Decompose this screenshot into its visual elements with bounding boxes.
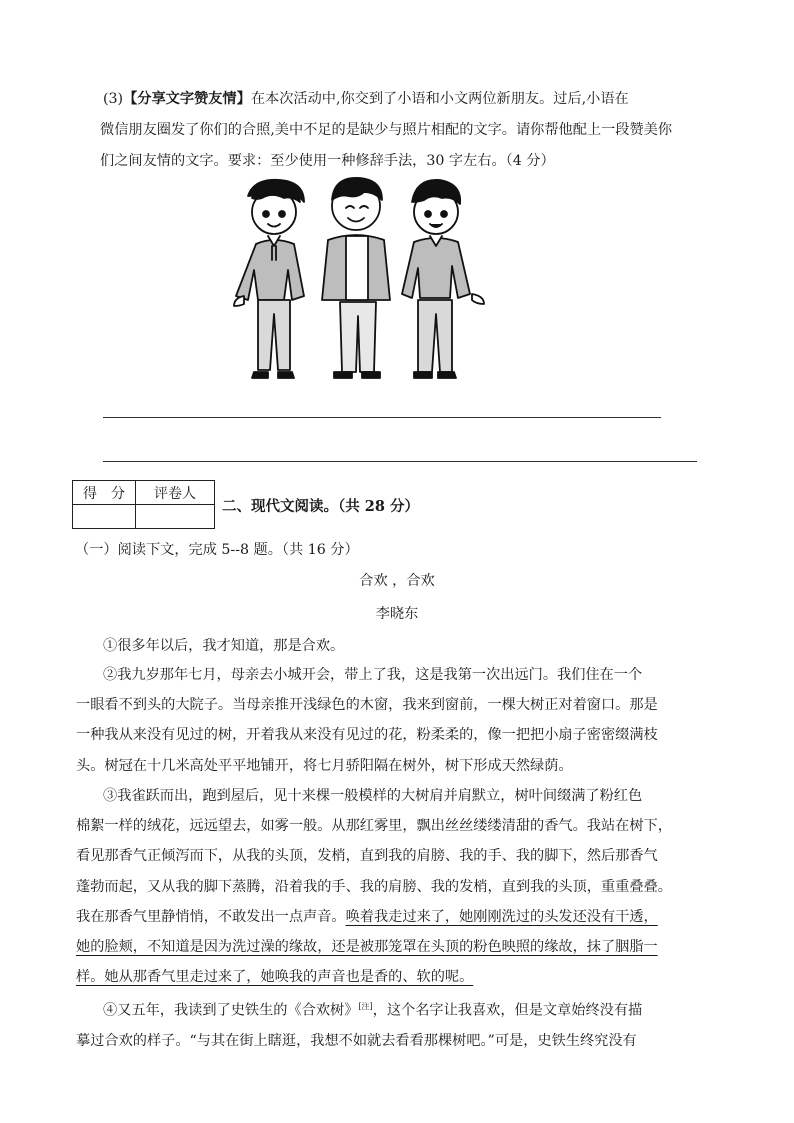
paragraph-3-line-5 <box>76 902 726 932</box>
paragraph-3 <box>76 781 726 992</box>
paragraph-4-line-1 <box>76 992 726 1026</box>
boy-middle-figure <box>322 178 390 378</box>
paragraph-4-text-a: ④又五年，我读到了史铁生的《合欢树》 <box>103 1002 359 1019</box>
paragraph-2 <box>76 660 726 781</box>
paragraph-3-line-6 <box>76 932 726 962</box>
paragraph-3-line-3: 看见那香气正倾泻而下，从我的头顶，发梢，直到我的肩膀、我的手、我的脚下，然后那香气 <box>76 848 658 865</box>
boy-left-figure <box>234 180 304 378</box>
paragraph-3-plain-text: 我在那香气里静悄悄，不敢发出一点声音。 <box>76 908 346 925</box>
section-subtitle: （一）阅读下文，完成 5--8 题。（共 16 分） <box>75 542 359 558</box>
paragraph-3-line-4: 蓬勃而起，又从我的脚下蒸腾，沿着我的手、我的肩膀、我的发梢，直到我的头顶，重重叠叠。 <box>76 878 672 895</box>
paragraph-4 <box>76 992 726 1056</box>
paragraph-2-line-2: 一眼看不到头的大院子。当母亲推开浅绿色的木窗，我来到窗前，一棵大树正对着窗口。那是 <box>76 697 658 714</box>
question-3-text-1: 在本次活动中,你交到了小语和小文两位新朋友。过后,小语在 <box>250 91 629 107</box>
article-title: 合欢 ，合欢 <box>359 573 435 589</box>
paragraph-3-line-7 <box>76 962 726 992</box>
paragraph-1-line-1: ①很多年以后，我才知道，那是合欢。 <box>103 638 345 654</box>
question-3-line-2: 微信朋友圈发了你们的合照,美中不足的是缺少与照片相配的文字。请你帮他配上一段赞美你 <box>100 122 673 138</box>
score-box <box>72 480 215 529</box>
question-tag: 【分享文字赞友情】 <box>123 91 251 107</box>
score-header: 得 分 <box>73 481 136 505</box>
paragraph-2-line-3: 一种我从来没有见过的树，开着我从来没有见过的花，粉柔柔的，像一把把小扇子密密缀满枝 <box>76 727 658 744</box>
section-title: 二、现代文阅读。（共 28 分） <box>222 498 420 515</box>
underlined-passage-part-3: 样。她从那香气里走过来了，她唤我的声音也是香的、软的呢。 <box>76 969 474 986</box>
article-author: 李晓东 <box>375 606 419 622</box>
grader-cell[interactable] <box>136 505 215 529</box>
boy-right-figure <box>402 180 484 378</box>
answer-line-2[interactable] <box>103 461 697 462</box>
underlined-passage-part-2: 她的脸颊，不知道是因为洗过澡的缘故，还是被那笼罩在头顶的粉色映照的缘故，抹了胭脂一 <box>76 939 658 956</box>
paragraph-2-line-1: ②我九岁那年七月，母亲去小城开会，带上了我，这是我第一次出远门。我们住在一个 <box>103 667 643 683</box>
grader-header: 评卷人 <box>136 481 215 505</box>
question-3-line-3: 们之间友情的文字。要求：至少使用一种修辞手法，30 字左右。（4 分） <box>100 153 555 169</box>
underlined-passage-part-1: 唤着我走过来了，她刚刚洗过的头发还没有干透， <box>345 908 658 925</box>
question-3 <box>100 84 723 177</box>
paragraph-1 <box>76 631 726 661</box>
paragraph-4-line-2: 摹过合欢的样子。“与其在街上瞎逛，我想不如就去看看那棵树吧。”可是，史铁生终究没有 <box>76 1032 637 1049</box>
answer-line-1[interactable] <box>103 417 661 418</box>
paragraph-3-line-1: ③我雀跃而出，跑到屋后，见十来棵一般模样的大树肩并肩默立，树叶间缀满了粉红色 <box>103 788 643 804</box>
footnote-marker[interactable]: [注] <box>358 1002 373 1011</box>
question-3-line-1 <box>103 84 723 115</box>
paragraph-2-line-4: 头。树冠在十几米高处平平地铺开，将七月骄阳隔在树外，树下形成天然绿荫。 <box>76 757 573 774</box>
question-number: (3) <box>103 91 124 107</box>
three-friends-illustration <box>228 176 498 388</box>
paragraph-4-text-b: ，这个名字让我喜欢，但是文章始终没有描 <box>372 1002 643 1019</box>
paragraph-3-line-2: 棉絮一样的绒花，远远望去，如雾一般。从那红雾里，飘出丝丝缕缕清甜的香气。我站在树下， <box>76 818 672 835</box>
score-cell[interactable] <box>73 505 136 529</box>
